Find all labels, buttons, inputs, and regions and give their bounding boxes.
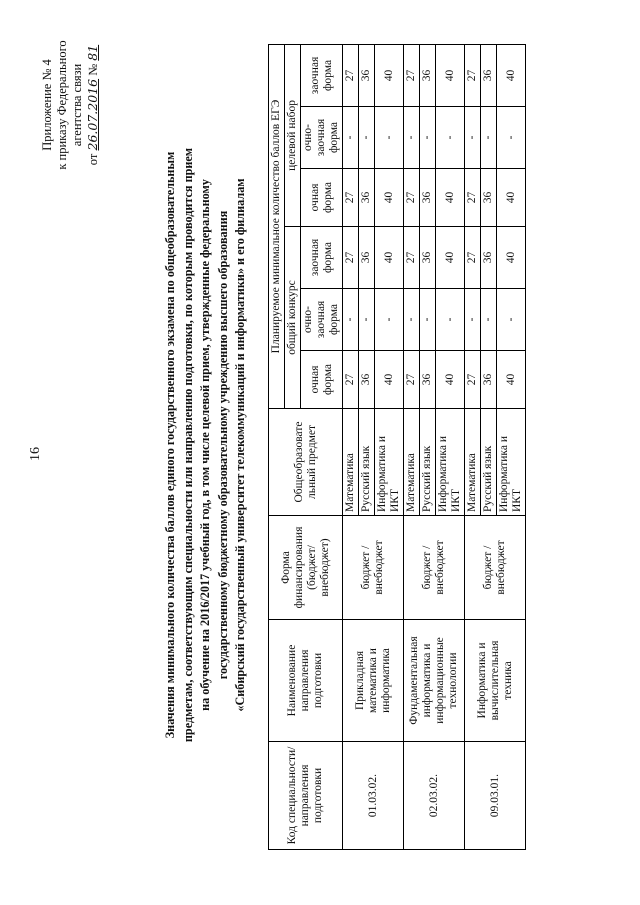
score-target-full-time: 27 — [404, 169, 420, 227]
score-target-part-time: - — [420, 107, 436, 169]
score-general-correspondence: 36 — [359, 227, 375, 289]
score-general-correspondence: 40 — [497, 227, 526, 289]
order-number: 81 — [85, 44, 100, 61]
header-target-full-time: очная форма — [301, 169, 343, 227]
score-target-correspondence: 27 — [343, 44, 359, 106]
score-general-part-time: - — [420, 289, 436, 351]
score-target-correspondence: 27 — [465, 44, 481, 106]
appendix-agency-line: агентства связи — [70, 63, 84, 147]
score-general-full-time: 27 — [343, 351, 359, 409]
appendix-date-line — [85, 20, 101, 190]
subject-cell: Информатика и ИКТ — [497, 409, 526, 516]
score-general-correspondence: 27 — [343, 227, 359, 289]
funding-form: бюджет / внебюджет — [465, 516, 526, 620]
score-target-part-time: - — [343, 107, 359, 169]
subject-cell: Математика — [343, 409, 359, 516]
heading-line: государственному бюджетному образовательному учреждению высшего образования — [215, 210, 230, 680]
score-target-full-time: 40 — [436, 169, 465, 227]
subject-cell: Русский язык — [420, 409, 436, 516]
header-target-correspondence: заочная форма — [301, 44, 343, 106]
score-target-correspondence: 40 — [375, 44, 404, 106]
score-target-part-time: - — [481, 107, 497, 169]
score-target-full-time: 27 — [343, 169, 359, 227]
header-target-part-time: очно-заочная форма — [301, 107, 343, 169]
score-target-correspondence: 36 — [420, 44, 436, 106]
score-target-correspondence: 40 — [497, 44, 526, 106]
score-general-correspondence: 40 — [375, 227, 404, 289]
score-general-full-time: 40 — [375, 351, 404, 409]
score-general-full-time: 40 — [436, 351, 465, 409]
date-prefix: от — [86, 153, 100, 166]
document-heading — [162, 85, 250, 805]
score-general-part-time: - — [343, 289, 359, 351]
score-target-part-time: - — [375, 107, 404, 169]
score-general-full-time: 36 — [420, 351, 436, 409]
heading-line: «Сибирский государственный университет телекоммуникаций и информатики» и его филиалам — [233, 178, 247, 712]
score-target-correspondence: 36 — [359, 44, 375, 106]
header-general-competition: общий конкурс — [285, 227, 301, 409]
table-row — [343, 44, 359, 849]
score-target-correspondence: 27 — [404, 44, 420, 106]
score-target-full-time: 36 — [359, 169, 375, 227]
score-general-part-time: - — [375, 289, 404, 351]
number-prefix: № — [86, 63, 100, 76]
score-target-full-time: 27 — [465, 169, 481, 227]
header-target-admission: целевой набор — [285, 44, 301, 226]
score-general-part-time: - — [465, 289, 481, 351]
score-general-part-time: - — [404, 289, 420, 351]
subject-cell: Информатика и ИКТ — [436, 409, 465, 516]
score-general-full-time: 40 — [497, 351, 526, 409]
score-general-full-time: 36 — [481, 351, 497, 409]
subject-cell: Математика — [404, 409, 420, 516]
header-subject: Общеобразовате льный предмет — [269, 409, 343, 516]
subject-cell: Математика — [465, 409, 481, 516]
score-general-correspondence: 27 — [465, 227, 481, 289]
program-code: 01.03.02. — [343, 742, 404, 850]
subject-cell: Информатика и ИКТ — [375, 409, 404, 516]
program-name: Фундаментальная информатика и информационные технологии — [404, 620, 465, 742]
table-row — [404, 44, 420, 849]
score-target-full-time: 40 — [497, 169, 526, 227]
score-target-part-time: - — [404, 107, 420, 169]
subject-cell: Русский язык — [481, 409, 497, 516]
score-target-part-time: - — [465, 107, 481, 169]
header-general-part-time: очно-заочная форма — [301, 289, 343, 351]
funding-form: бюджет / внебюджет — [343, 516, 404, 620]
score-general-part-time: - — [436, 289, 465, 351]
header-general-full-time: очная форма — [301, 351, 343, 409]
program-code: 09.03.01. — [465, 742, 526, 850]
program-code: 02.03.02. — [404, 742, 465, 850]
score-target-full-time: 40 — [375, 169, 404, 227]
score-target-part-time: - — [436, 107, 465, 169]
program-name: Информатика и вычислительная техника — [465, 620, 526, 742]
score-target-part-time: - — [497, 107, 526, 169]
score-target-full-time: 36 — [481, 169, 497, 227]
funding-form: бюджет / внебюджет — [404, 516, 465, 620]
heading-line: Значения минимального количества баллов единого государственного экзамена по общеобразовательным — [163, 151, 177, 739]
score-target-part-time: - — [359, 107, 375, 169]
header-program-name: Наименование направления подготовки — [269, 620, 343, 742]
score-general-full-time: 27 — [465, 351, 481, 409]
header-planned-scores: Планируемое минимальное количество баллов ЕГЭ — [269, 44, 285, 408]
table-row — [465, 44, 481, 849]
score-general-part-time: - — [497, 289, 526, 351]
appendix-order-line: к приказу Федерального — [55, 40, 69, 170]
score-general-part-time: - — [359, 289, 375, 351]
header-code: Код специальности/ направления подготовки — [269, 742, 343, 850]
score-general-correspondence: 36 — [481, 227, 497, 289]
subject-cell: Русский язык — [359, 409, 375, 516]
score-general-correspondence: 27 — [404, 227, 420, 289]
minimum-scores-table — [268, 44, 526, 850]
score-general-part-time: - — [481, 289, 497, 351]
appendix-block — [40, 20, 101, 190]
order-date: 26.07.2016 — [85, 78, 100, 151]
appendix-title: Приложение № 4 — [40, 59, 54, 151]
score-target-full-time: 36 — [420, 169, 436, 227]
score-general-full-time: 27 — [404, 351, 420, 409]
score-target-correspondence: 36 — [481, 44, 497, 106]
header-general-correspondence: заочная форма — [301, 227, 343, 289]
score-general-correspondence: 36 — [420, 227, 436, 289]
score-general-correspondence: 40 — [436, 227, 465, 289]
heading-line: предметам, соответствующим специальности или направлению подготовки, по которым проводится прием — [180, 147, 195, 743]
header-funding: Форма финансирования (бюджет/ внебюджет) — [269, 516, 343, 620]
heading-line: на обучение на 2016/2017 учебный год, в том числе целевой прием, утвержденные федеральному — [198, 179, 212, 711]
score-target-correspondence: 40 — [436, 44, 465, 106]
page-number: 16 — [28, 447, 43, 461]
score-general-full-time: 36 — [359, 351, 375, 409]
program-name: Прикладная математика и информатика — [343, 620, 404, 742]
